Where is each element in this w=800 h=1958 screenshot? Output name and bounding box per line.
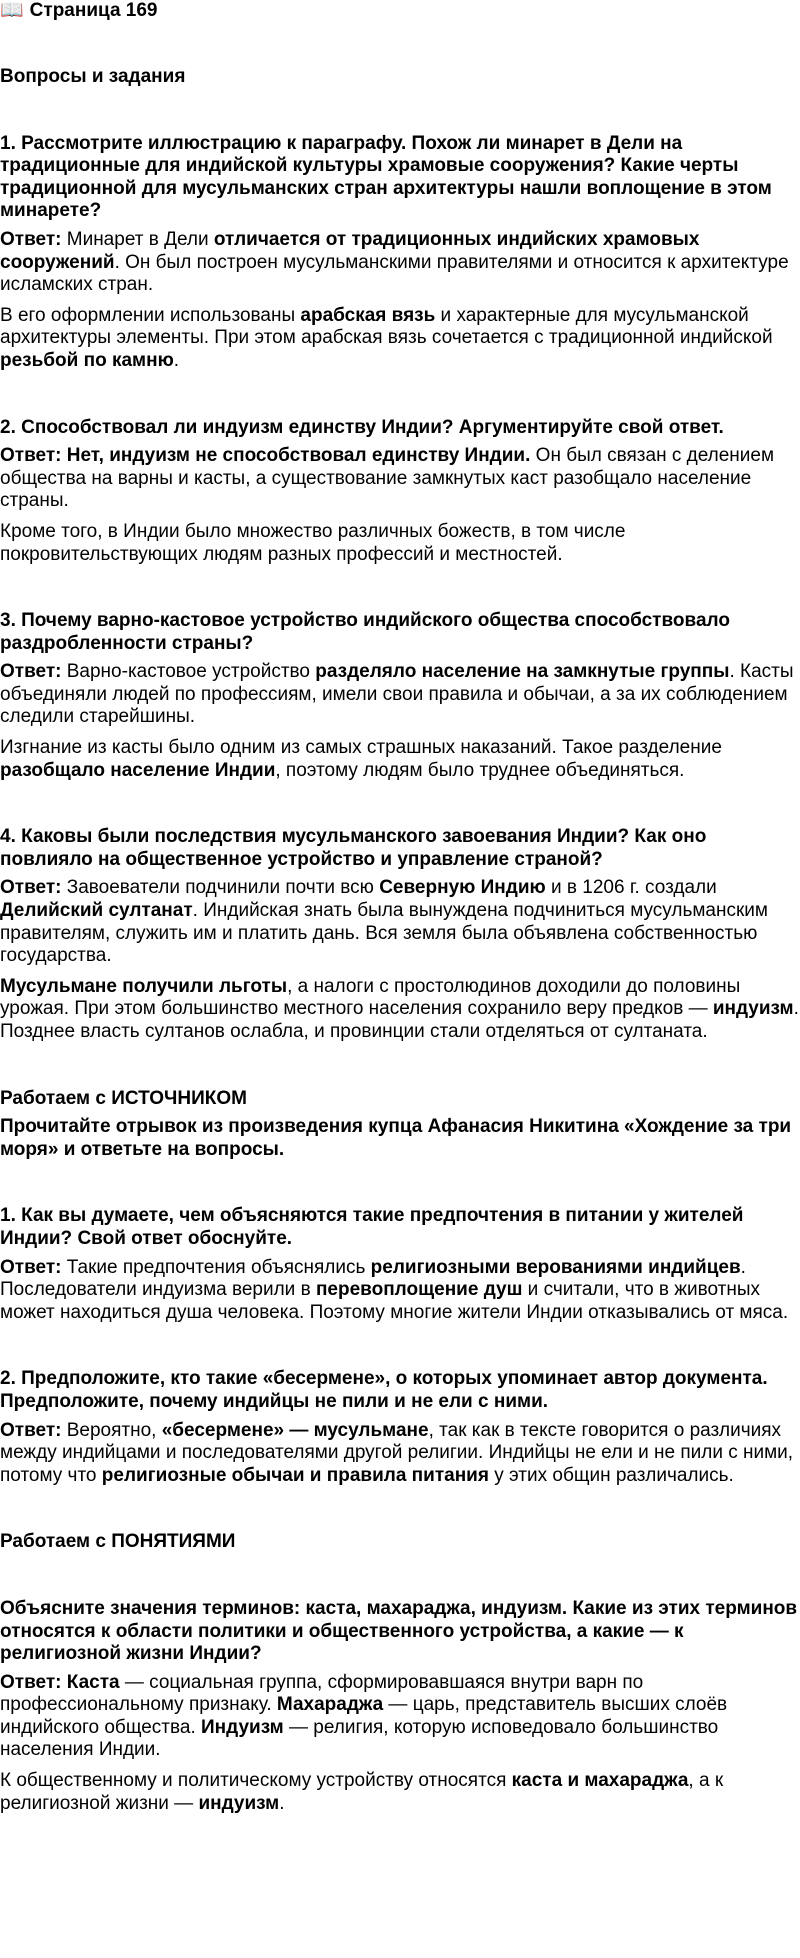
bold-term: Ответ: Нет, индуизм не способствовал единству Индии. [0,445,531,467]
bold-term: Мусульмане получили льготы [0,975,288,997]
answer-paragraph: Ответ: Каста — социальная группа, сформировавшаяся внутри варн по профессиональному признаку. Махараджа — царь, представитель высших слоёв индийского общества. Индуизм — религия, которую исповедовало большинство населения Индии. [0,1671,728,1761]
bold-term: Ответ: [0,228,62,250]
bold-term: Северную Индию [379,877,546,899]
bold-term: Ответ: [0,1256,62,1278]
section-heading-source: Работаем с ИСТОЧНИКОМ [0,1087,247,1109]
answer-paragraph: Ответ: Завоеватели подчинили почти всю Северную Индию и в 1206 г. создали Делийский султанат. Индийская знать была вынуждена подчиниться мусульманским правителям, служить им и платить дань. Вся земля была объявлена собственностью государства. [0,877,768,967]
answer-continuation: Кроме того, в Индии было множество различных божеств, в том числе покровительствующих людям разных профессий и местностей. [0,520,626,565]
page-title-text: Страница 169 [29,0,158,21]
bold-term: «бесермене» — мусульмане [161,1419,429,1441]
bold-term: перевоплощение душ [315,1279,523,1301]
bold-term: индуизм [198,1792,280,1814]
answer-paragraph: Ответ: Вероятно, «бесермене» — мусульмане, так как в тексте говорится о различиях между индийцами и последователями другой религии. Индийцы не ели и не пили с ними, потому что религиозные обычаи и правила питания у этих общин различались. [0,1419,794,1486]
bold-term: Ответ: [0,1419,62,1441]
answer-paragraph: Ответ: Такие предпочтения объяснялись религиозными верованиями индийцев. Последователи индуизма верили в перевоплощение душ и считали, что в животных может находиться душа человека. Поэтому многие жители Индии отказывались от мяса. [0,1256,789,1323]
questions-list [0,89,800,1044]
section-heading-questions: Вопросы и задания [0,66,186,87]
bold-term: Ответ: Каста [0,1671,120,1693]
bold-term: Делийский султанат [0,900,193,922]
question-title: 2. Предположите, кто такие «бесермене», о которых упоминает автор документа. Предположите, почему индийцы не пили и не ели с ними. [0,1368,768,1412]
bold-term: Ответ: [0,877,62,899]
answer-continuation: Мусульмане получили льготы, а налоги с простолюдинов доходили до половины урожая. При этом большинство местного населения сохранило веру предков — индуизм. Позднее власть султанов ослабла, и провинции стали отделяться от султаната. [0,975,799,1042]
question-title: Объясните значения терминов: каста, махараджа, индуизм. Какие из этих терминов относятся к области политики и общественного устройства, а какие — к религиозной жизни Индии? [0,1597,798,1665]
answer-continuation: К общественному и политическому устройству относятся каста и махараджа, а к религиозной жизни — индуизм. [0,1770,724,1814]
concepts-block [0,1554,800,1815]
bold-term: Индуизм [201,1716,284,1738]
answer-paragraph: Ответ: Нет, индуизм не способствовал единству Индии. Он был связан с делением общества на варны и касты, а существование замкнутых каст разобщало население страны. [0,445,775,512]
bold-term: каста и махараджа [511,1770,689,1792]
question-title: 1. Рассмотрите иллюстрацию к параграфу. Похож ли минарет в Дели на традиционные для индийской культуры храмовые сооружения? Какие черты традиционной для мусульманских стран архитектуры нашли воплощение в этом минарете? [0,132,772,222]
bold-term: религиозные обычаи и правила питания [101,1464,489,1486]
bold-term: разделяло население на замкнутые группы [315,661,730,683]
bold-term: религиозными верованиями индийцев [370,1256,741,1278]
bold-term: разобщало население Индии [0,759,276,781]
bold-term: резьбой по камню [0,349,174,371]
book-icon: 📖 [0,0,24,21]
question-title: 1. Как вы думаете, чем объясняются такие предпочтения в питании у жителей Индии? Свой ответ обоснуйте. [0,1205,744,1249]
answer-paragraph: Ответ: Варно-кастовое устройство разделяло население на замкнутые группы. Касты объединяли людей по профессиям, имели свои правила и обычаи, а за их соблюдением следили старейшины. [0,661,794,728]
answer-paragraph: Ответ: Минарет в Дели отличается от традиционных индийских храмовых сооружений. Он был построен мусульманскими правителями и относится к архитектуре исламских стран. [0,228,789,296]
question-title: 2. Способствовал ли индуизм единству Индии? Аргументируйте свой ответ. [0,416,724,438]
section-heading-concepts: Работаем с ПОНЯТИЯМИ [0,1531,236,1553]
answer-continuation: В его оформлении использованы арабская вязь и характерные для мусульманской архитектуры элементы. При этом арабская вязь сочетается с традиционной индийской резьбой по камню. [0,304,773,371]
page-title [0,0,800,22]
question-title: 3. Почему варно-кастовое устройство индийского общества способствовало раздробленности страны? [0,610,730,654]
question-title: 4. Каковы были последствия мусульманского завоевания Индии? Как оно повлияло на общественное устройство и управление страной? [0,826,707,870]
source-questions-list [0,1161,800,1487]
bold-term: арабская вязь [300,304,436,326]
source-intro: Прочитайте отрывок из произведения купца Афанасия Никитина «Хождение за три моря» и ответьте на вопросы. [0,1116,792,1160]
bold-term: отличается от традиционных индийских храмовых сооружений [0,228,700,273]
bold-term: Махараджа [276,1694,384,1716]
bold-term: индуизм [712,998,794,1020]
bold-term: Ответ: [0,661,62,683]
answer-continuation: Изгнание из касты было одним из самых страшных наказаний. Такое разделение разобщало население Индии, поэтому людям было труднее объединяться. [0,737,722,781]
